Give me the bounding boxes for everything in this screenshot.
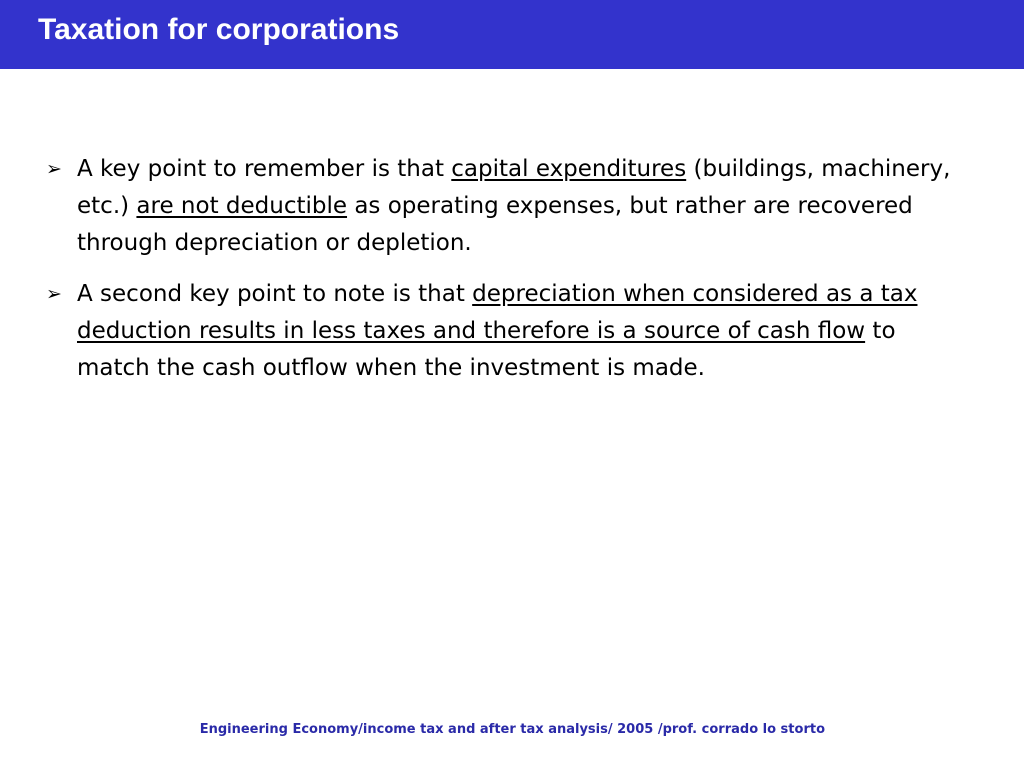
- bullet-item: [46, 151, 956, 262]
- bullet-text-segment: as operating expenses, but rather are recovered through depreciation or depletion.: [77, 193, 913, 256]
- underlined-term: capital expenditures: [451, 156, 687, 182]
- underlined-term: are not deductible: [136, 193, 348, 219]
- arrow-bullet-icon: ➢: [46, 283, 62, 305]
- bullet-text-segment: A second key point to note is that: [77, 281, 473, 307]
- bullet-list: [46, 151, 956, 401]
- bullet-text-segment: A key point to remember is that: [77, 156, 452, 182]
- bullet-text-segment: (buildings, machinery, etc.): [77, 156, 951, 219]
- underlined-term: depreciation when considered as a tax deduction results in less taxes and therefore is a source of cash flow: [77, 281, 918, 344]
- bullet-text-segment: to match the cash outflow when the investment is made.: [77, 318, 896, 381]
- title-bar: [0, 0, 1024, 69]
- arrow-bullet-icon: ➢: [46, 158, 62, 180]
- bullet-item: [46, 276, 956, 387]
- footer-text: Engineering Economy/income tax and after tax analysis/ 2005 /prof. corrado lo storto: [199, 722, 825, 737]
- slide-title: Taxation for corporations: [38, 13, 400, 46]
- footer: [0, 722, 1006, 737]
